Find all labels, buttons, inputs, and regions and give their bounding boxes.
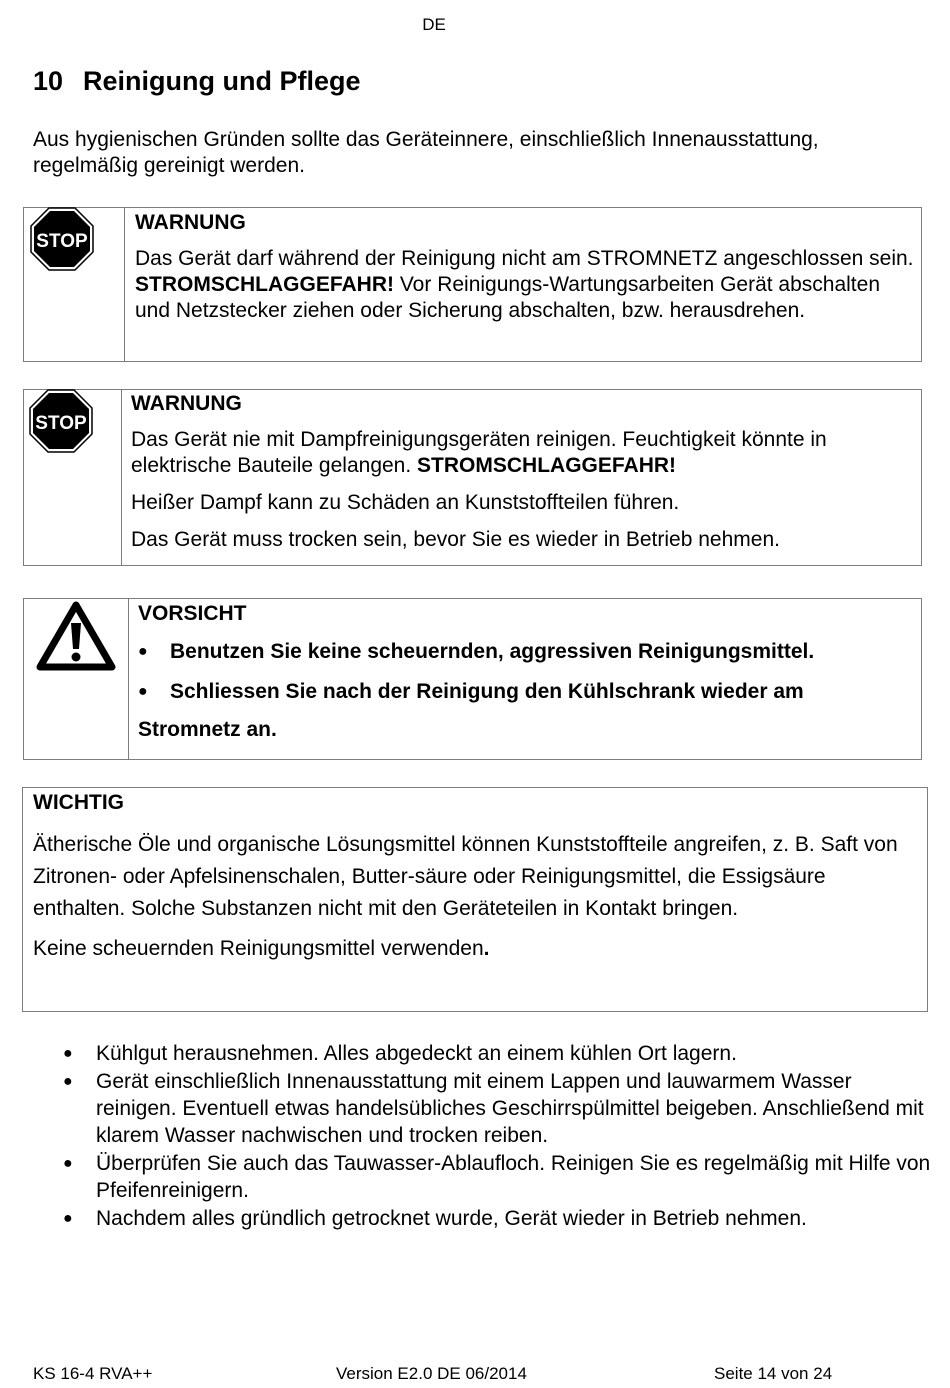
list-item: ● Kühlgut herausnehmen. Alles abgedeckt an einem kühlen Ort lagern. [63,1042,737,1065]
list-item: ● Nachdem alles gründlich getrocknet wurde, Gerät wieder in Betrieb nehmen. [63,1207,807,1230]
important-note: Keine scheuernden Reinigungsmittel verwenden. [33,937,490,960]
warning-text-3: Das Gerät muss trocken sein, bevor Sie es wieder in Betrieb nehmen. [131,528,780,551]
section-number: 10 [33,66,64,96]
stop-sign-icon [30,207,94,271]
important-content [33,789,913,963]
cleaning-steps-list [63,1040,933,1233]
important-heading: WICHTIG [33,791,124,814]
caution-heading: VORSICHT [138,602,247,625]
warning-triangle-icon [36,601,116,671]
caution-item: ● Schliessen Sie nach der Reinigung den Kühlschrank wieder am [138,680,804,703]
important-box [22,787,928,1012]
caution-content [138,600,918,744]
warning-heading: WARNUNG [135,211,246,234]
warning-box-steam [23,389,922,566]
footer-version: Version E2.0 DE 06/2014 [336,1364,527,1383]
important-body: Ätherische Öle und organische Lösungsmittel können Kunststoffteile angreifen, z. B. Saft von Zitronen- oder Apfelsinenschalen, Butter-säure oder Reinigungsmittel, die Essigsäure enthalten. Solche Substanzen nicht mit den Geräteteilen in Kontakt bringen. [33,833,898,920]
list-item: ● Gerät einschließlich Innenausstattung mit einem Lappen und lauwarmem Wasser reinigen. Eventuell etwas handelsübliches Geschirrspülmittel beigeben. Anschließend mit klarem Wasser nachwischen und trocken reiben. [63,1070,924,1147]
language-label: DE [422,15,446,34]
svg-text:STOP: STOP [35,413,87,434]
warning-box-power [23,207,922,362]
section-title-text: Reinigung und Pflege [83,66,361,96]
warning-text-2: Heißer Dampf kann zu Schäden an Kunststoffteilen führen. [131,491,680,514]
section-title [33,66,361,97]
warning-text-1: Das Gerät nie mit Dampfreinigungsgeräten reinigen. Feuchtigkeit könnte in elektrische Bauteile gelangen. STROMSCHLAGGEFAHR! [131,428,827,477]
footer-page-number: Seite 14 von 24 [714,1364,833,1383]
footer-model: KS 16-4 RVA++ [33,1364,153,1383]
warning-text: Das Gerät darf während der Reinigung nicht am STROMNETZ angeschlossen sein. STROMSCHLAGGEFAHR! Vor Reinigungs-Wartungsarbeiten Gerät abschalten und Netzstecker ziehen oder Sicherung abschalten, bzw. herausdrehen. [135,247,914,322]
warning-heading: WARNUNG [131,392,242,415]
caution-item-continuation: Stromnetz an. [138,718,277,741]
warning-content [131,391,916,553]
caution-item: ● Benutzen Sie keine scheuernden, aggressiven Reinigungsmittel. [138,640,815,663]
svg-text:STOP: STOP [36,231,88,252]
warning-icon-cell [24,390,122,565]
stop-sign-icon [29,389,93,453]
caution-box [23,598,922,760]
intro-paragraph: Aus hygienischen Gründen sollte das Geräteinnere, einschließlich Innenausstattung, regelmäßig gereinigt werden. [33,128,819,177]
caution-icon-cell [24,599,129,759]
warning-content [135,210,915,324]
warning-icon-cell [24,208,125,361]
list-item: ● Überprüfen Sie auch das Tauwasser-Ablaufloch. Reinigen Sie es regelmäßig mit Hilfe von Pfeifenreinigern. [63,1152,931,1202]
